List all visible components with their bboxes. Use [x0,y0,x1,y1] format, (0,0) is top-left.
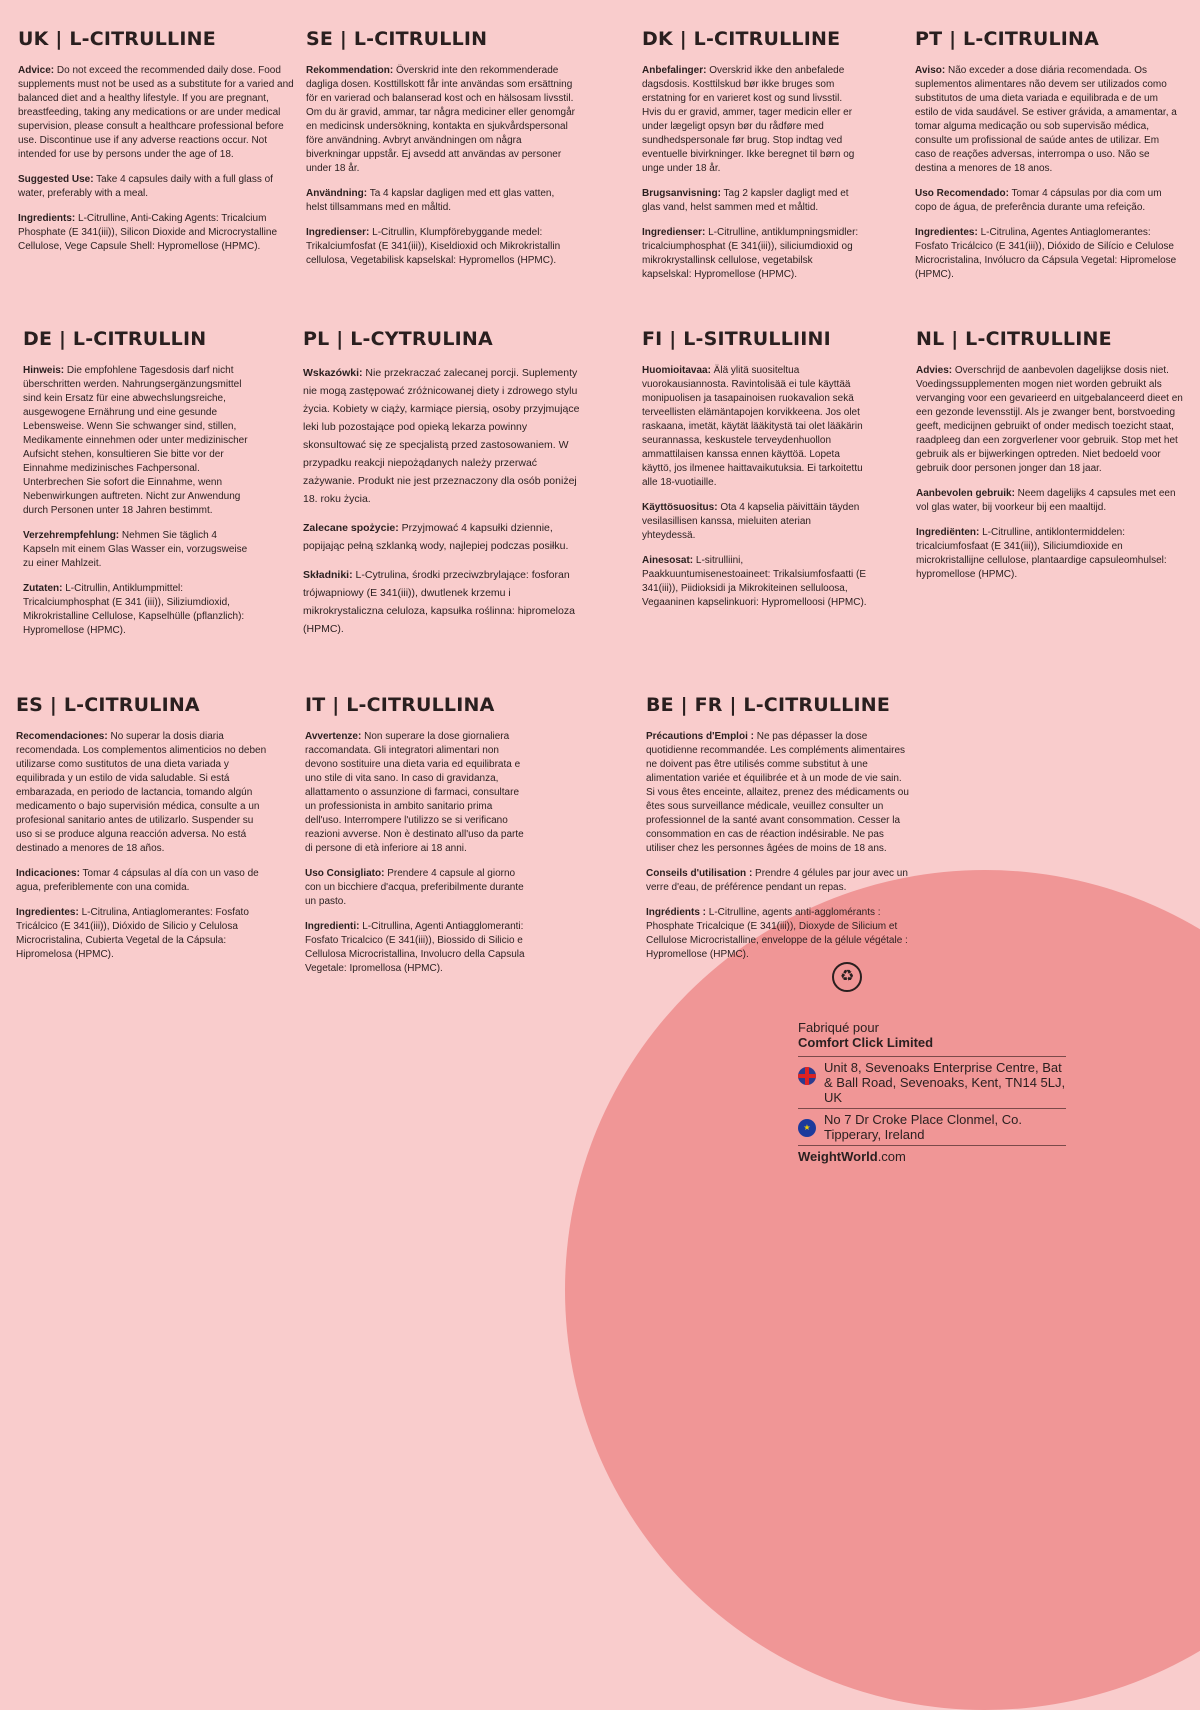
ingredients-paragraph [16,906,272,962]
manufacturer-address-block [798,1020,1066,1164]
recycling-icon: ♻ [832,962,862,992]
section-it [305,694,527,987]
website-brand: WeightWorld [798,1149,878,1164]
section-title: SE | L-CITRULLIN [306,28,488,50]
advice-label: Huomioitavaa: [642,365,711,376]
advice-paragraph [305,730,527,856]
ie-address-row [798,1108,1066,1145]
advice-paragraph [916,364,1186,476]
use-label: Aanbevolen gebruik: [916,488,1015,499]
advice-paragraph [303,364,585,508]
ingredients-text: L-Citrullina, Agenti Antiagglomeranti: Fosfato Tricalcico (E 341(iii)), Biossido di Silicio e Cellulosa Microcristallina, Involucro della Capsula Vegetale: Ipromellosa (HPMC). [305,921,525,974]
advice-paragraph [642,364,867,490]
section-uk [18,28,294,265]
advice-text: Overschrijd de aanbevolen dagelijkse dosis niet. Voedingssupplementen mogen niet worden gebruikt als vervanging voor een gevarieerd en uitgebalanceerd dieet en een gezonde levensstijl. Als je zwanger bent, borstvoeding geeft, medicijnen gebruikt of onder medisch toezicht staat, raadpleeg dan een zorgverlener voor gebruik. Stop met het gebruik als er bijwerkingen optreden. Niet bedoeld voor gebruik door personen jonger dan 18 jaar. [916,365,1183,474]
company-name: Comfort Click Limited [798,1035,934,1050]
advice-label: Aviso: [915,65,946,76]
advice-text: Non superare la dose giornaliera raccomandata. Gli integratori alimentari non devono sostituire una dieta varia ed equilibrata e uno stile di vita sano. In caso di gravidanza, allattamento o assunzione di farmaci, consultare un professionista in ambito sanitario prima dell'uso. Interrompere l'utilizzo se si verificano reazioni avverse. Non è destinato all'uso da parte di persone di età inferiore ai 18 anni. [305,731,524,854]
advice-label: Avvertenze: [305,731,362,742]
use-paragraph [18,173,294,201]
use-paragraph [305,867,527,909]
use-text: Ta 4 kapslar dagligen med ett glas vatten, helst tillsammans med en måltid. [306,188,555,213]
advice-label: Advice: [18,65,55,76]
advice-paragraph [915,64,1177,176]
advice-paragraph [23,364,253,518]
advice-text: Nie przekraczać zalecanej porcji. Suplementy nie mogą zastępować zróżnicowanej diety i zdrowego stylu życia. Kobiety w ciąży, karmiące piersią, osoby przyjmujące leki lub pozostające pod opieką lekarza powinny skonsultować się ze specjalistą przed zastosowaniem. W przypadku reakcji niepożądanych należy przerwać zażywanie. Produkt nie jest przeznaczony dla osób poniżej 18. roku życia. [303,367,580,505]
use-label: Brugsanvisning: [642,188,721,199]
ingredients-label: Ingredientes: [16,907,79,918]
ingredients-paragraph [23,582,253,638]
section-be-fr [646,694,912,973]
ingredients-paragraph [306,226,578,268]
ingredients-paragraph [915,226,1177,282]
website-tld: .com [877,1149,906,1164]
ingredients-label: Ingredienti: [305,921,360,932]
ingredients-label: Ingredienser: [306,227,370,238]
eu-flag-icon: ★ [798,1119,816,1137]
advice-label: Advies: [916,365,953,376]
ingredients-label: Ingredientes: [915,227,978,238]
section-title: FI | L-SITRULLIINI [642,328,831,350]
ingredients-label: Ainesosat: [642,555,694,566]
use-label: Uso Consigliato: [305,868,385,879]
ingredients-label: Ingredienser: [642,227,706,238]
use-label: Zalecane spożycie: [303,522,399,534]
advice-text: Ne pas dépasser la dose quotidienne recommandée. Les compléments alimentaires ne doivent pas être utilisés comme substitut à une alimentation variée et équilibrée et à un mode de vie sain. Si vous êtes enceinte, allaitez, prenez des médicaments ou êtes sous surveillance médicale, veuillez consulter un professionnel de la santé avant consommation. Cesser la consommation en cas de réaction indésirable. Ne pas utiliser chez les personnes âgées de moins de 18 ans. [646,731,909,854]
use-text: Neem dagelijks 4 capsules met een vol glas water, bij voorkeur bij een maaltijd. [916,488,1176,513]
advice-paragraph [306,64,578,176]
use-label: Verzehrempfehlung: [23,530,120,541]
ingredients-text: L-Citrulina, Antiaglomerantes: Fosfato Tricálcico (E 341(iii)), Dióxido de Silicio y Celulosa Microcristalina, Cubierta Vegetal de la Cápsula: Hipromelosa (HPMC). [16,907,249,960]
use-text: Tomar 4 cápsulas al día con un vaso de agua, preferiblemente con una comida. [16,868,259,893]
advice-paragraph [642,64,864,176]
use-text: Tag 2 kapsler dagligt med et glas vand, helst sammen med et måltid. [642,188,849,213]
advice-paragraph [16,730,272,856]
advice-text: Älä ylitä suositeltua vuorokausiannosta. Ravintolisää ei tule käyttää monipuolisen ja tasapainoisen ruokavalion sekä terveellisten elämäntapojen korvikkeena. Jos olet raskaana, imetät, käytät lääkitystä tai olet lääkärin seurannassa, keskustele terveydenhuollon ammattilaisen kanssa ennen käyttöä. Lopeta käyttö, jos ilmenee haittavaikutuksia. Ei tarkoitettu alle 18-vuotiaille. [642,365,863,488]
section-nl [916,328,1186,593]
use-label: Uso Recomendado: [915,188,1009,199]
use-label: Conseils d'utilisation : [646,868,753,879]
section-se [306,28,578,279]
use-paragraph [23,529,253,571]
uk-address-row [798,1056,1066,1108]
section-es [16,694,272,973]
section-de [23,328,253,649]
use-label: Suggested Use: [18,174,94,185]
use-paragraph [646,867,912,895]
use-text: Ota 4 kapselia päivittäin täyden vesilasillisen kanssa, mieluiten aterian yhteydessä. [642,502,860,541]
use-label: Käyttösuositus: [642,502,718,513]
advice-text: Do not exceed the recommended daily dose. Food supplements must not be used as a substitute for a varied and balanced diet and a healthy lifestyle. If you are pregnant, breastfeeding, taking any medications or are under medical supervision, please consult a healthcare professional before use. Discontinue use if any adverse reactions occur. Not intended for use by persons under the age of 18. [18,65,294,160]
ingredients-paragraph [916,526,1186,582]
decorative-circle [565,870,1200,1710]
uk-address: Unit 8, Sevenoaks Enterprise Centre, Bat & Ball Road, Sevenoaks, Kent, TN14 5LJ, UK [824,1060,1066,1105]
section-title: PT | L-CITRULINA [915,28,1100,50]
advice-paragraph [18,64,294,162]
ingredients-text: L-Citrulina, Agentes Antiaglomerantes: Fosfato Tricálcico (E 341(iii)), Dióxido de Silício e Celulose Microcristalina, Invólucro da Cápsula Vegetal: Hipromelose (HPMC). [915,227,1177,280]
section-dk [642,28,864,293]
section-title: DE | L-CITRULLIN [23,328,207,350]
advice-text: Overskrid ikke den anbefalede dagsdosis. Kosttilskud bør ikke bruges som erstatning for en varieret kost og sund livsstil. Hvis du er gravid, ammer, tager medicin eller er under lægeligt opsyn bør du rådføre med sundhedspersonale før brug. Stop indtag ved eventuelle bivirkninger. Ikke beregnet til børn og unge under 18 år. [642,65,855,174]
ingredients-text: L-Citrulline, antiklontermiddelen: tricalciumfosfaat (E 341(iii)), Siliciumdioxide en microkristallijne cellulose, plantaardige capsuleomhulsel: hypromellose (HPMC). [916,527,1167,580]
advice-text: No superar la dosis diaria recomendada. Los complementos alimenticios no deben utilizarse como sustitutos de una dieta variada y equilibrada y un estilo de vida saludable. Si está embarazada, en periodo de lactancia, tomando algún medicamento o bajo supervisión médica, consulte a un profesional sanitario antes de utilizarlo. Suspender su uso si se produce alguna reacción adversa. No está destinado a menores de 18 años. [16,731,267,854]
use-label: Användning: [306,188,368,199]
use-text: Przyjmować 4 kapsułki dziennie, popijając pełną szklanką wody, najlepiej podczas posiłku. [303,522,569,552]
use-text: Tomar 4 cápsulas por dia com um copo de água, de preferência durante uma refeição. [915,188,1162,213]
advice-label: Précautions d'Emploi : [646,731,754,742]
uk-flag-icon [798,1067,816,1085]
advice-label: Recomendaciones: [16,731,108,742]
section-title: IT | L-CITRULLINA [305,694,495,716]
ingredients-text: L-sitrulliini, Paakkuuntumisenestoaineet: Trikalsiumfosfaatti (E 341(iii)), Piidioksidi ja Mikrokiteinen selluloosa, Vegaaninen kapselinkuori: Hypromelloosi (HPMC). [642,555,867,608]
advice-paragraph [646,730,912,856]
advice-label: Wskazówki: [303,367,363,379]
ingredients-text: L-Cytrulina, środki przeciwzbrylające: fosforan trójwapniowy (E 341(iii)), dwutlenek krzemu i mikrokrystaliczna celuloza, kapsułka roślinna: hipromeloza (HPMC). [303,569,575,635]
section-title: ES | L-CITRULINA [16,694,200,716]
section-pl [303,328,585,649]
advice-text: Överskrid inte den rekommenderade dagliga dosen. Kosttillskott får inte användas som ersättning för en varierad och balanserad kost och en hälsosam livsstil. Om du är gravid, ammar, tar några mediciner eller genomgår en medicinsk undersökning, kontakta en sjukvårdspersonal före användning. Avbryt användningen om några biverkningar uppstår. Ej avsedd att användas av personer under 18 år. [306,65,576,174]
advice-label: Anbefalinger: [642,65,707,76]
ingredients-label: Składniki: [303,569,353,581]
advice-label: Hinweis: [23,365,65,376]
use-text: Prendre 4 gélules par jour avec un verre d'eau, de préférence pendant un repas. [646,868,908,893]
ingredients-paragraph [642,554,867,610]
section-fi [642,328,867,621]
ingredients-text: L-Citrullin, Antiklumpmittel: Tricalciumphosphat (E 341 (iii)), Siliziumdioxid, Mikrokristalline Cellulose, Kapselhülle (pflanzlich): Hypromellose (HPMC). [23,583,245,636]
section-title: BE | FR | L-CITRULLINE [646,694,890,716]
section-pt [915,28,1177,293]
use-paragraph [306,187,578,215]
use-paragraph [916,487,1186,515]
ingredients-text: L-Citrulline, Anti-Caking Agents: Tricalcium Phosphate (E 341(iii)), Silicon Dioxide and Microcrystalline Cellulose, Vege Capsule Shell: Hypromellose (HPMC). [18,213,277,252]
section-title: PL | L-CYTRULINA [303,328,493,350]
ingredients-label: Ingredients: [18,213,76,224]
advice-text: Não exceder a dose diária recomendada. Os suplementos alimentares não devem ser utilizados como substitutos de uma dieta variada e equilibrada e de um estilo de vida saudável. Se estiver grávida, a amamentar, a tomar alguma medicação ou sob supervisão médica, consulte um profissional de saúde antes de utilizar. Em caso de reações adversas, interrompa o uso. Não se destina a menores de 18 anos. [915,65,1177,174]
use-paragraph [303,519,585,555]
ingredients-text: L-Citrullin, Klumpförebyggande medel: Trikalciumfosfat (E 341(iii)), Kiseldioxid och Mikrokristallin cellulosa, Vegetabilisk kapselskal: Hypromellos (HPMC). [306,227,561,266]
made-for-label: Fabriqué pour [798,1020,879,1035]
use-paragraph [915,187,1177,215]
ingredients-paragraph [18,212,294,254]
use-paragraph [642,187,864,215]
advice-text: Die empfohlene Tagesdosis darf nicht überschritten werden. Nahrungsergänzungsmittel sind kein Ersatz für eine abwechslungsreiche, ausgewogene Ernährung und eine gesunde Lebensweise. Wenn Sie schwanger sind, stillen, Medikamente einnehmen oder unter medizinischer Aufsicht stehen, konsultieren Sie bitte vor der Einnahme medizinisches Fachpersonal. Unterbrechen Sie sofort die Einnahme, wenn Nebenwirkungen auftreten. Nicht zur Anwendung durch Personen unter 18 Jahren bestimmt. [23,365,248,516]
website [798,1145,1066,1164]
use-text: Take 4 capsules daily with a full glass of water, preferably with a meal. [18,174,273,199]
section-title: UK | L-CITRULLINE [18,28,216,50]
section-title: NL | L-CITRULLINE [916,328,1112,350]
ingredients-label: Zutaten: [23,583,63,594]
ingredients-paragraph [305,920,527,976]
advice-label: Rekommendation: [306,65,394,76]
ie-address: No 7 Dr Croke Place Clonmel, Co. Tipperary, Ireland [824,1112,1022,1142]
ingredients-text: L-Citrulline, agents anti-agglomérants : Phosphate Tricalcique (E 341(iii)), Dioxyde de Silicium et Cellulose Microcristalline, enveloppe de la gélule végétale : Hypromellose (HPMC). [646,907,908,960]
ingredients-text: L-Citrulline, antiklumpningsmidler: tricalciumphosphat (E 341(iii)), siliciumdioxid og mikrokrystallinsk cellulose, vegetabilsk kapselskal: Hypromellose (HPMC). [642,227,859,280]
use-paragraph [16,867,272,895]
ingredients-label: Ingrédients : [646,907,707,918]
ingredients-paragraph [646,906,912,962]
use-text: Nehmen Sie täglich 4 Kapseln mit einem Glas Wasser ein, vorzugsweise zu einer Mahlzeit. [23,530,248,569]
ingredients-paragraph [303,566,585,638]
ingredients-label: Ingrediënten: [916,527,980,538]
use-text: Prendere 4 capsule al giorno con un bicchiere d'acqua, preferibilmente durante un pasto. [305,868,524,907]
use-label: Indicaciones: [16,868,80,879]
ingredients-paragraph [642,226,864,282]
section-title: DK | L-CITRULLINE [642,28,841,50]
use-paragraph [642,501,867,543]
